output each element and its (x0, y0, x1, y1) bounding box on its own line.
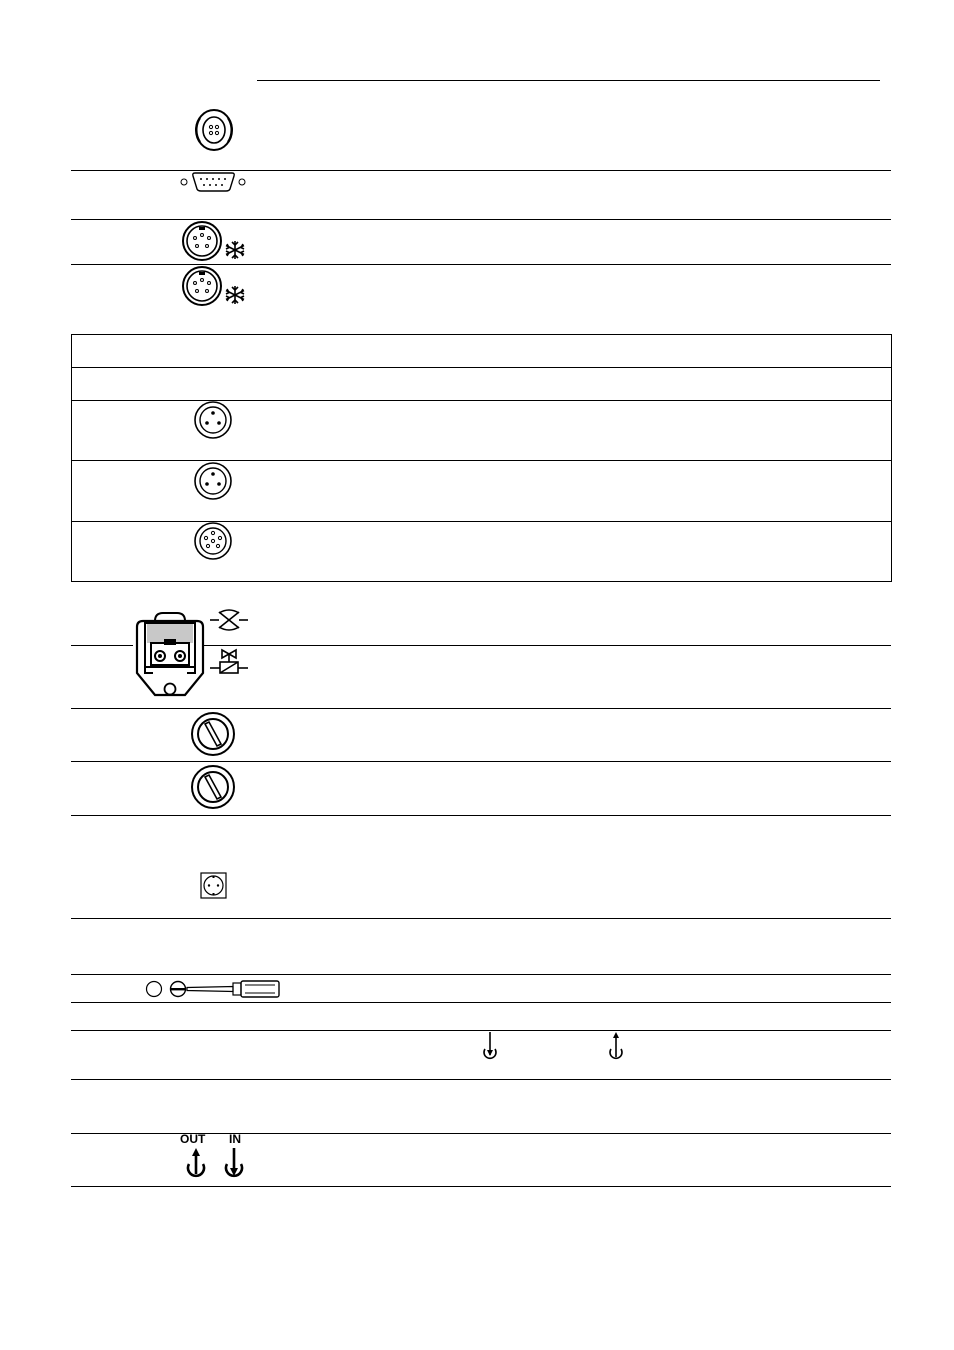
fuse-holder-icon (190, 712, 236, 756)
screwdriver-icon (145, 978, 283, 1000)
row-divider (71, 815, 891, 816)
row-divider (71, 219, 891, 220)
row-divider (71, 708, 891, 709)
coolant-out-label: OUT (180, 1132, 206, 1146)
row-divider (71, 761, 891, 762)
row-divider (71, 974, 891, 975)
row-divider (71, 367, 892, 368)
coolant-out-icon (606, 1031, 626, 1063)
round-4-pin-connector-icon (194, 108, 234, 152)
row-divider (71, 264, 891, 265)
box-left-border (71, 334, 72, 581)
row-divider (71, 1079, 891, 1080)
snowflake-icon (224, 285, 246, 305)
box-bottom-border (71, 581, 892, 582)
sub-d-9-pin-port-icon (180, 171, 248, 193)
flow-sensor-icon (209, 607, 249, 633)
header-rule (257, 80, 880, 81)
snowflake-icon (224, 240, 246, 260)
row-divider (71, 1186, 891, 1187)
round-3-pin-socket-icon (193, 461, 233, 501)
round-3-pin-socket-icon (193, 400, 233, 440)
row-divider (71, 918, 891, 919)
round-6-pin-socket-icon (193, 521, 233, 561)
mini-din-socket-icon (181, 266, 223, 306)
coolant-in-icon (221, 1146, 247, 1182)
coolant-in-icon (480, 1031, 500, 1063)
coolant-in-label: IN (229, 1132, 241, 1146)
power-outlet-icon (200, 872, 227, 899)
row-divider (71, 1002, 891, 1003)
fuse-holder-icon (190, 765, 236, 809)
valve-icon (209, 648, 249, 676)
row-divider (71, 645, 133, 646)
solenoid-valve-plug-icon (133, 611, 207, 703)
coolant-out-icon (183, 1146, 209, 1182)
box-right-border (891, 334, 892, 581)
mini-din-socket-icon (181, 221, 223, 261)
row-divider (204, 645, 891, 646)
box-top-border (71, 334, 892, 335)
